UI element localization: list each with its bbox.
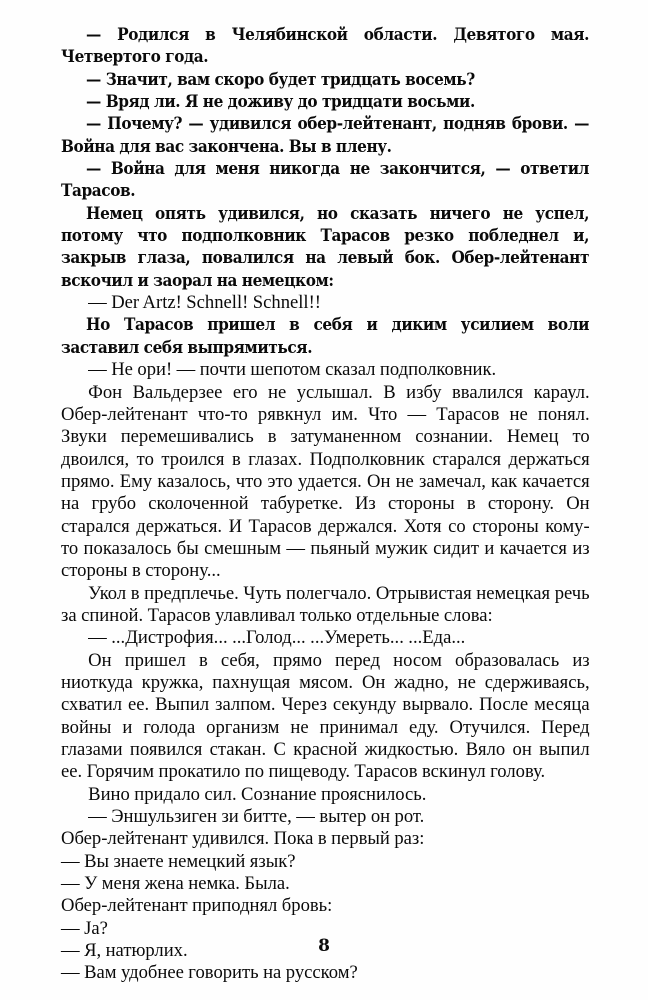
paragraph: — Эншульзиген зи битте, — вытер он рот. — [88, 806, 425, 828]
paragraph: — У меня жена немка. Была. — [61, 873, 290, 895]
paragraph: Обер-лейтенант приподнял бровь: — [61, 895, 333, 917]
paragraph: — Вряд ли. Я не доживу до тридцати восьми. — [86, 92, 475, 113]
paragraph: — Значит, вам скоро будет тридцать восемь? — [86, 69, 475, 90]
paragraph: — Родился в Челябинской области. Девятого мая. Четвертого года. — [61, 25, 590, 68]
paragraph: Вино придало сил. Сознание прояснилось. — [88, 783, 427, 805]
paragraph: — Не ори! — почти шепотом сказал подполковник. — [88, 359, 497, 381]
paragraph: Но Тарасов пришел в себя и диким усилием воли заставил себя выпрямиться. — [61, 315, 590, 358]
paragraph: — Ja? — [61, 917, 108, 939]
paragraph: Укол в предплечье. Чуть полегчало. Отрывистая немецкая речь за спиной. Тарасов улавливал только отдельные слова: — [61, 582, 590, 626]
paragraph: — ...Дистрофия... ...Голод... ...Умереть... ...Еда... — [88, 627, 466, 649]
page-text-block — [61, 24, 589, 985]
paragraph: — Вам удобнее говорить на русском? — [61, 962, 358, 984]
paragraph: Он пришел в себя, прямо перед носом образовалась из ниоткуда кружка, пахнущая мясом. Он жадно, не сдерживаясь, схватил ее. Выпил залпом. Через секунду вырвало. После месяца войны и голода организм не принимал еду. Отучился. Перед глазами появился стакан. С красной жидкостью. Вяло он выпил ее. Горячим прокатило по пищеводу. Тарасов вскинул голову. — [61, 649, 590, 783]
paragraph: Обер-лейтенант удивился. Пока в первый раз: — [61, 828, 425, 850]
page-number: 8 — [318, 936, 330, 956]
paragraph: Фон Вальдерзее его не услышал. В избу ввалился караул. Обер-лейтенант что-то рявкнул им. Что — Тарасов не понял. Звуки перемешивались в затуманенном сознании. Немец то двоился, то троился в глазах. Подполковник старался держаться прямо. Ему казалось, что это удается. Он не замечал, как качается на грубо сколоченной табуретке. Из стороны в сторону. Он старался держаться. И Тарасов держался. Хотя со стороны кому-то показалось бы смешным — пьяный мужик сидит и качается из стороны в сторону... — [61, 381, 590, 582]
paragraph: — Der Artz! Schnell! Schnell!! — [88, 292, 322, 314]
paragraph: Немец опять удивился, но сказать ничего не успел, потому что подполковник Тарасов резко побледнел и, закрыв глаза, повалился на левый бок. Обер-лейтенант вскочил и заорал на немецком: — [61, 203, 590, 291]
paragraph: — Я, натюрлих. — [61, 940, 188, 962]
paragraph: — Вы знаете немецкий язык? — [61, 850, 296, 872]
paragraph: — Почему? — удивился обер-лейтенант, подняв брови. — Война для вас закончена. Вы в плену. — [61, 114, 590, 157]
paragraph: — Война для меня никогда не закончится, — ответил Тарасов. — [61, 159, 590, 202]
